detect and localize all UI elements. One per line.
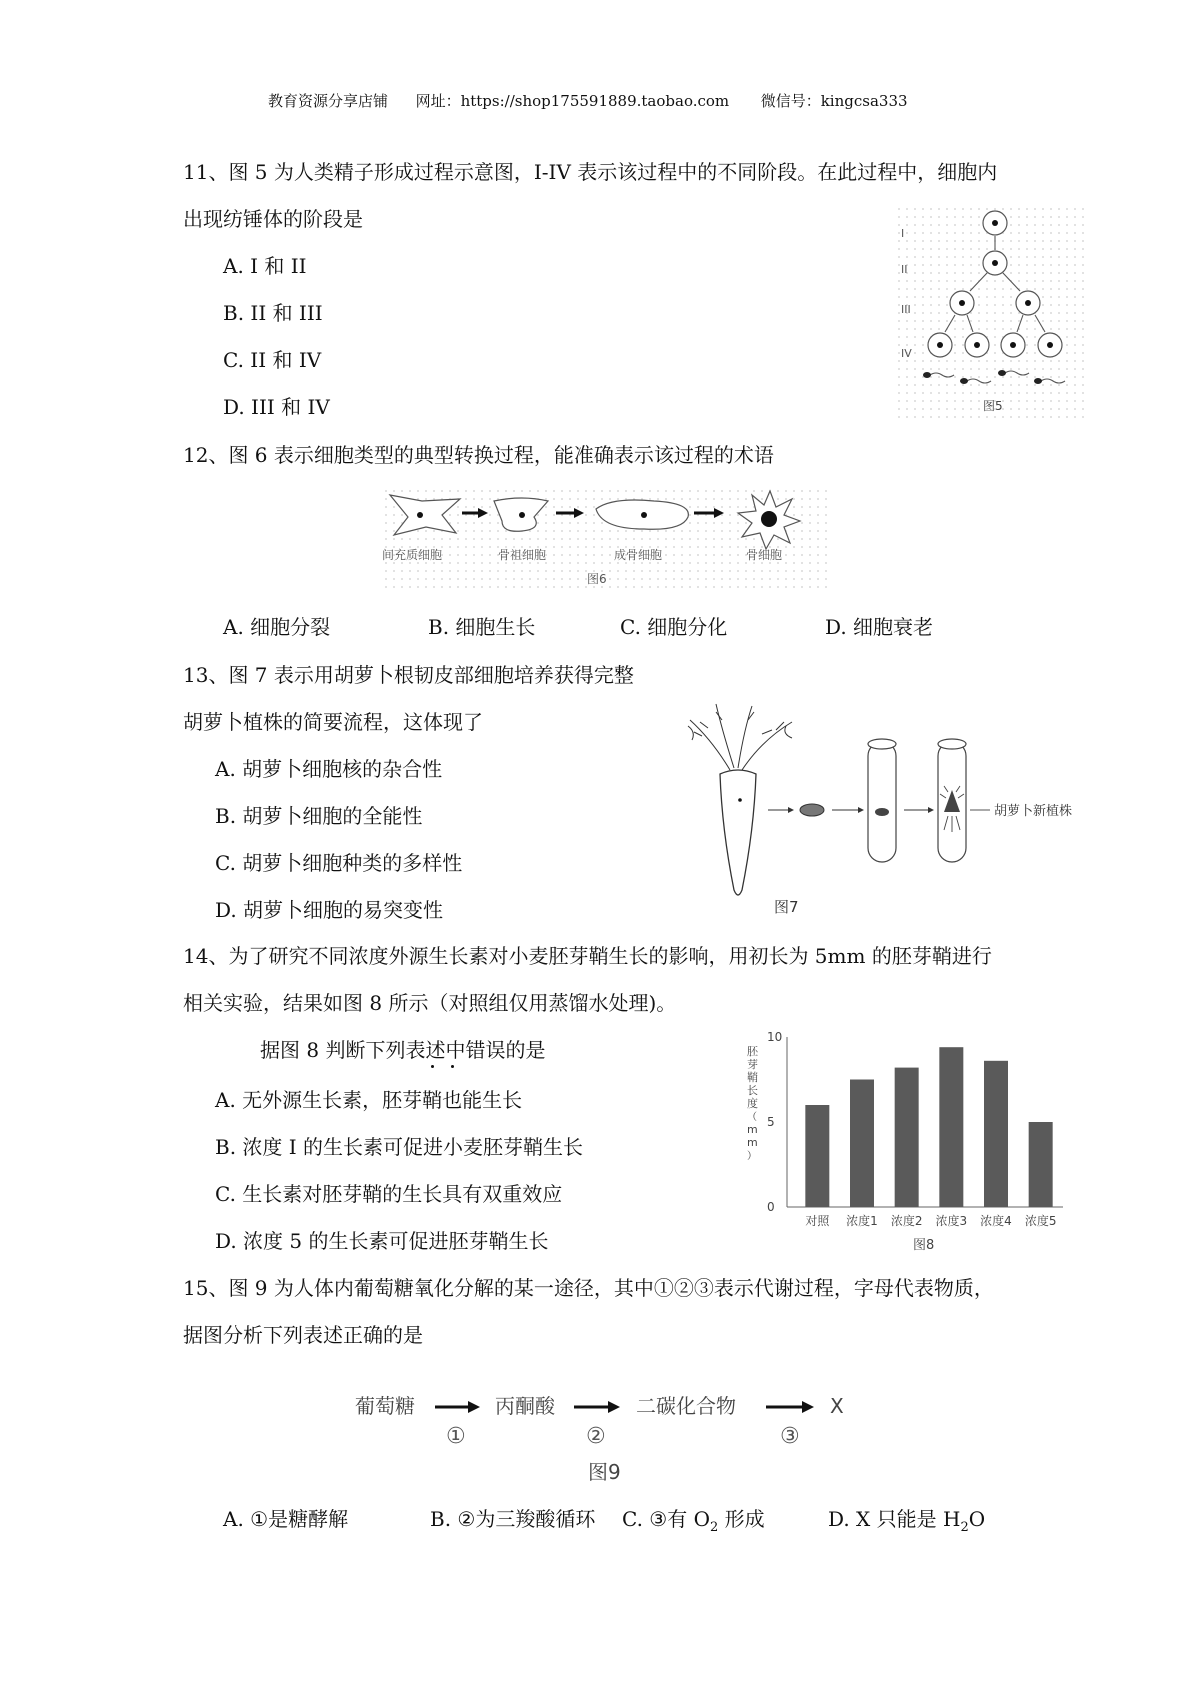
figure-9-caption: 图9: [588, 1460, 621, 1484]
page-header: [268, 92, 968, 110]
q12-option-a[interactable]: A. 细胞分裂: [223, 615, 331, 639]
sperm-1: [930, 373, 954, 377]
cell-label-mesenchymal: 间充质细胞: [382, 548, 443, 562]
cell-label-osteocyte: 骨细胞: [746, 548, 783, 562]
bar-浓度3: [939, 1047, 963, 1207]
q13-option-c[interactable]: C. 胡萝卜细胞种类的多样性: [215, 851, 463, 875]
bar-浓度4: [984, 1061, 1008, 1207]
node-pyruvate: 丙酮酸: [495, 1394, 555, 1418]
y-axis-label-char: m: [747, 1136, 758, 1149]
q12-option-b[interactable]: B. 细胞生长: [428, 615, 536, 639]
q11-option-c[interactable]: C. II 和 IV: [223, 348, 322, 372]
q15-option-c-text: C. ③有 O: [622, 1507, 710, 1531]
q12-stem: 12、图 6 表示细胞类型的典型转换过程，能准确表示该过程的术语: [183, 443, 774, 467]
shop-url[interactable]: 网址：https://shop175591889.taobao.com: [415, 92, 730, 110]
bar-浓度1: [850, 1080, 874, 1208]
q15-option-d-suffix: O: [968, 1507, 986, 1531]
y-axis-label-char: 长: [747, 1084, 758, 1097]
q14-stem-line1: 14、为了研究不同浓度外源生长素对小麦胚芽鞘生长的影响，用初长为 5mm 的胚芽鞘进行: [183, 944, 992, 968]
y-axis-label-char: m: [747, 1123, 758, 1136]
q13-stem-line1: 13、图 7 表示用胡萝卜根韧皮部细胞培养获得完整: [183, 663, 634, 687]
y-axis-label-char: 芽: [747, 1058, 758, 1071]
q11-stem-line2: 出现纺锤体的阶段是: [183, 207, 363, 231]
mesenchymal-cell-shape: [390, 495, 460, 535]
figure-6-caption: 图6: [587, 572, 607, 586]
q15-option-d[interactable]: [828, 1507, 985, 1540]
q14-option-a[interactable]: A. 无外源生长素，胚芽鞘也能生长: [215, 1088, 523, 1112]
bar-浓度5: [1029, 1122, 1053, 1207]
figure-9-arrows: [435, 1401, 814, 1413]
cell-label-osteoblast: 成骨细胞: [614, 548, 663, 562]
x-tick-label-3: 浓度3: [935, 1214, 968, 1228]
figure-9-glucose-pathway: [350, 1385, 910, 1495]
x-tick-label-0: 对照: [805, 1214, 830, 1228]
q15-option-b[interactable]: B. ②为三羧酸循环: [430, 1507, 596, 1531]
q15-option-c-suffix: 形成: [718, 1507, 765, 1531]
q13-option-d[interactable]: D. 胡萝卜细胞的易突变性: [215, 898, 444, 922]
q14-option-b[interactable]: B. 浓度 I 的生长素可促进小麦胚芽鞘生长: [215, 1135, 584, 1159]
q15-option-c-subscript: 2: [710, 1520, 719, 1535]
q13-stem-line2: 胡萝卜植株的简要流程，这体现了: [183, 710, 483, 734]
q14-stem-line2: 相关实验，结果如图 8 所示（对照组仅用蒸馏水处理)。: [183, 991, 677, 1015]
q15-option-c[interactable]: [622, 1507, 765, 1540]
q11-option-a[interactable]: A. I 和 II: [223, 254, 307, 278]
figure-6-cell-transition: [382, 487, 832, 593]
y-axis-label-char: （: [747, 1112, 757, 1123]
y-axis-label-char: 胚: [747, 1045, 758, 1058]
figure-5-caption: 图5: [983, 399, 1003, 413]
shop-name: 教育资源分享店铺: [268, 92, 389, 110]
carrot-leaves: [688, 704, 792, 770]
chart-y-ticks: [767, 1030, 782, 1214]
y-axis-label-char: 度: [747, 1097, 758, 1110]
y-tick-label-1: 5: [767, 1115, 775, 1129]
x-tick-label-1: 浓度1: [846, 1214, 878, 1228]
q15-option-d-subscript: 2: [960, 1520, 969, 1535]
q11-option-d[interactable]: D. III 和 IV: [223, 395, 330, 419]
q14-option-c[interactable]: C. 生长素对胚芽鞘的生长具有双重效应: [215, 1182, 563, 1206]
figure-9-diagram: [350, 1385, 910, 1495]
figure-8-svg: [735, 1025, 1075, 1265]
carrot-root: [720, 770, 756, 895]
emphasis-dot-1: [431, 1065, 434, 1068]
figure-7-carrot-culture: [682, 700, 1082, 915]
wechat-id: 微信号：kingcsa333: [760, 92, 908, 110]
new-carrot-plant-label: 胡萝卜新植株: [994, 804, 1073, 819]
x-tick-label-4: 浓度4: [980, 1214, 1012, 1228]
chart-x-ticks: [805, 1213, 1056, 1228]
q14-option-d[interactable]: D. 浓度 5 的生长素可促进胚芽鞘生长: [215, 1229, 549, 1253]
y-tick-label-2: 10: [767, 1030, 783, 1044]
stage-label-1: I: [901, 227, 905, 240]
emphasis-dot-2: [451, 1065, 454, 1068]
stage-label-3: III: [901, 303, 911, 316]
figure-5-diagram: [895, 205, 1085, 420]
cell-label-osteoprogenitor: 骨祖细胞: [498, 548, 547, 562]
figure-8-bar-chart: [735, 1025, 1075, 1265]
q12-option-d[interactable]: D. 细胞衰老: [825, 615, 934, 639]
x-tick-label-5: 浓度5: [1024, 1214, 1057, 1228]
q15-option-a[interactable]: A. ①是糖酵解: [223, 1507, 349, 1531]
y-tick-label-0: 0: [767, 1200, 775, 1214]
chart-bars: [805, 1047, 1052, 1207]
y-axis-label-char: ）: [747, 1151, 757, 1162]
chart-y-axis-label: [747, 1045, 759, 1162]
figure-7-diagram: [682, 700, 1082, 915]
figure-5-sperm-formation: [895, 205, 1085, 420]
stage-label-4: IV: [901, 347, 912, 360]
step-1-marker: ①: [446, 1424, 466, 1449]
q11-option-b[interactable]: B. II 和 III: [223, 301, 323, 325]
x-tick-label-2: 浓度2: [890, 1214, 923, 1228]
q15-stem-line2: 据图分析下列表述正确的是: [183, 1323, 423, 1347]
bar-对照: [805, 1105, 829, 1207]
q13-option-b[interactable]: B. 胡萝卜细胞的全能性: [215, 804, 423, 828]
node-two-carbon-compound: 二碳化合物: [636, 1394, 736, 1418]
node-glucose: 葡萄糖: [355, 1394, 415, 1418]
q11-stem-line1: 11、图 5 为人类精子形成过程示意图，I-IV 表示该过程中的不同阶段。在此过程中，细胞内: [183, 160, 998, 184]
figure-6-diagram: [382, 487, 832, 593]
step-3-marker: ③: [780, 1424, 800, 1449]
q14-stem-line3: 据图 8 判断下列表述中错误的是: [260, 1038, 546, 1062]
q13-option-a[interactable]: A. 胡萝卜细胞核的杂合性: [215, 757, 443, 781]
figure-8-caption: 图8: [913, 1238, 935, 1253]
q12-option-c[interactable]: C. 细胞分化: [620, 615, 728, 639]
bar-浓度2: [895, 1068, 919, 1207]
y-axis-label-char: 鞘: [747, 1071, 758, 1084]
culture-tube-1: [868, 742, 896, 862]
figure-7-caption: 图7: [774, 898, 799, 915]
step-2-marker: ②: [586, 1424, 606, 1449]
stage-label-2: II: [901, 263, 908, 276]
q15-stem-line1: 15、图 9 为人体内葡萄糖氧化分解的某一途径，其中①②③表示代谢过程，字母代表物质，: [183, 1276, 994, 1300]
q15-option-d-text: D. X 只能是 H: [828, 1507, 961, 1531]
node-x: X: [830, 1394, 844, 1418]
